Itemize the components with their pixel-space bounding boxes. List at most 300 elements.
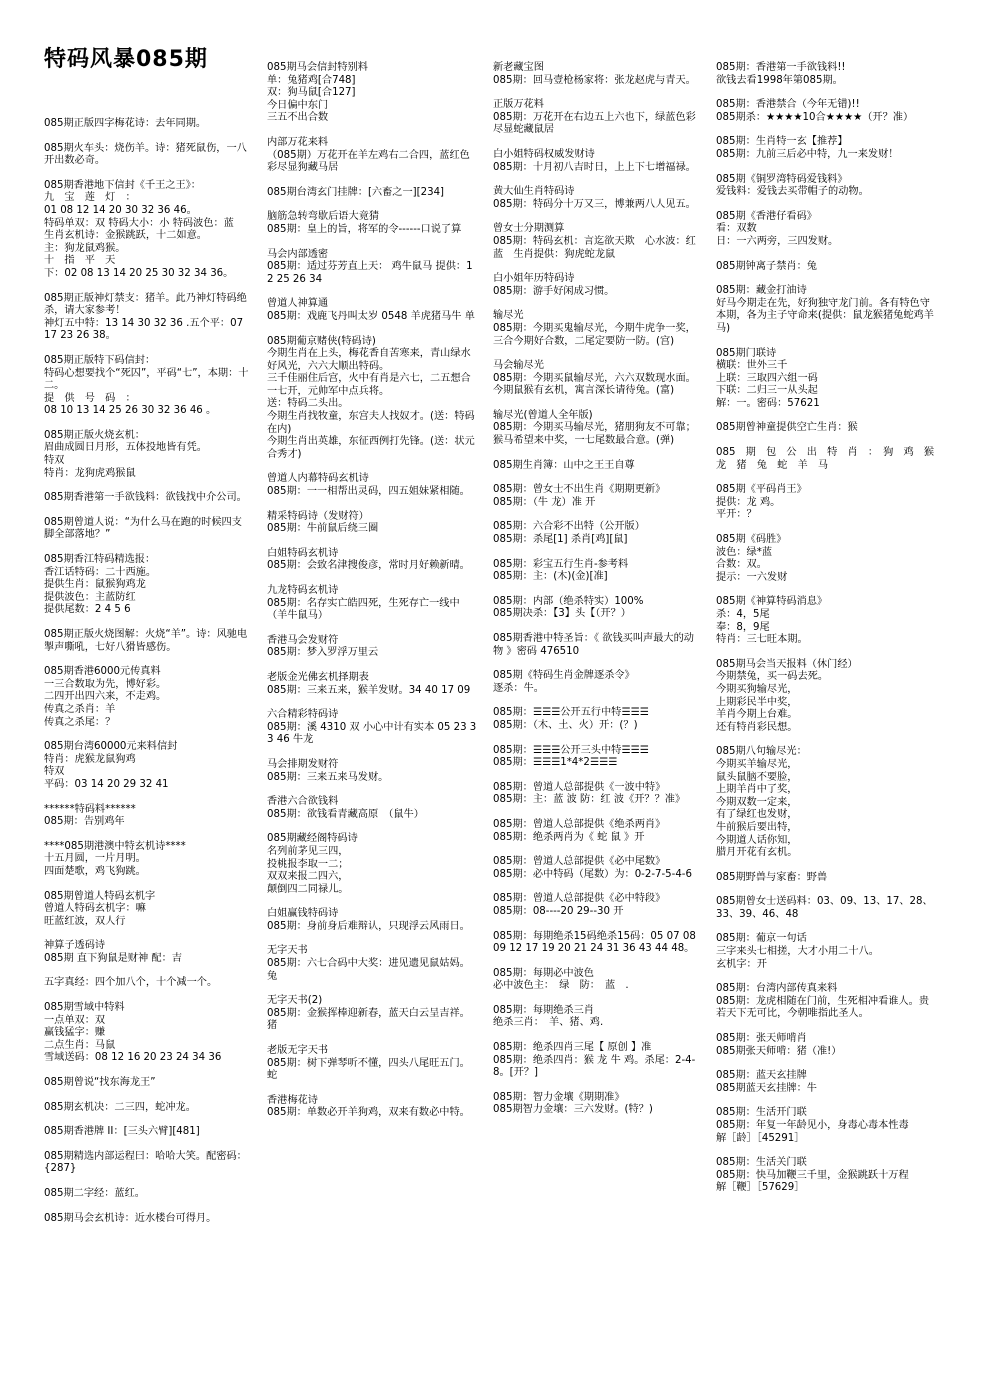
article-line: 085期决杀：【3】头【（开？） [493,608,631,620]
article-line: 提 供 号 码 ： [44,392,136,404]
article-line: 085期：今期买马输尽光，猪朋狗友不可靠；猴马希望来中奖，一七尾数最合意。(弹) [493,422,696,447]
article-line: 单：兔猪鸡[合748] [267,74,356,86]
article-block [493,186,703,211]
article-heading: 085期：彩宝五行生肖-参考料 [493,558,629,570]
article-line: 085期智力金壤：三六发财。(特？) [493,1104,653,1116]
article-block [44,517,249,542]
article-line: 今期生肖找牧童，东宫夫人找奴才。(送：特码在内) [267,411,475,435]
article-block [267,1095,479,1120]
article-line: 投桃报李取一二； [267,858,349,870]
article-line: 085期：（牛 龙）准 开 [493,496,596,508]
article-line: 玄机字：开 [716,958,767,970]
article-line: 085期：单数必开羊狗鸡，双来有数必中特。 [267,1107,470,1119]
article-line: 085期：会致名津搜俊彦，常时月好赖新晴。 [267,560,470,572]
article-heading: 085期台湾玄门挂牌：[六畜之一][234] [267,186,445,198]
page-title: 特码风暴085期 [44,47,208,72]
article-heading: 085期香港牌 II：[三头六臂][481] [44,1126,200,1138]
article-block [716,1033,938,1058]
article-heading: 085期曾女士送码料：03、09、13、17、28、33、39、46、48 [716,896,933,920]
article-heading: 无字天书(2) [267,995,323,1007]
article-line: 提供生肖：鼠猴狗鸡龙 [44,579,146,591]
article-block [493,782,703,807]
article-heading: 085期香港地下信封《千王之王》： [44,179,201,191]
article-block [716,659,938,735]
article-block [716,534,938,584]
article-line: 上联：三取四六组一码 [716,372,818,384]
article-heading: 曾女士分期测算 [493,223,565,235]
article-heading: 正版万花料 [493,99,544,111]
article-line: 还有特肖彩民想。 [716,721,798,733]
article-line: 085期：三来五来，猴羊发财。34 40 17 09 [267,684,471,696]
article-block [493,745,703,770]
article-line: 特码心想要找个“死囚”，平码“七”，本期：十二。 [44,367,249,392]
article-line: 085期：身前身后难辩认，只现浮云风雨日。 [267,920,470,932]
article-block [267,796,479,821]
article-block [44,492,249,505]
article-heading: 085期：每期绝杀15码绝杀15码：05 07 08 09 12 17 19 20 21 24 31 36 43 44 48。 [493,930,700,955]
article-block [493,410,703,448]
article-block [267,211,479,236]
article-heading: 085期八句输尽光： [716,746,807,758]
article-heading: 085期：张天师啃肖 [716,1033,807,1045]
article-heading: 085期野兽与家畜：野兽 [716,871,828,883]
article-heading: 老版无字天书 [267,1045,329,1057]
article-line: 有了绿红也发财， [716,809,798,821]
article-heading: 神算子透码诗 [44,940,106,952]
article-line: 双双来报二四六， [267,871,349,883]
article-block [493,310,703,348]
article-block [493,931,703,956]
article-block [44,430,249,480]
article-block [716,983,938,1021]
article-block [267,511,479,536]
article-line: 日：一六两旁，三四发财。 [716,235,839,247]
article-heading: 马会排期发财符 [267,758,339,770]
article-block [493,521,703,546]
article-block [716,261,938,274]
article-heading: ****085期港澳中特玄机诗**** [44,840,186,852]
article-heading: 九龙特码玄机诗 [267,585,339,596]
article-line: 颠倒四二同禄儿。 [267,883,349,895]
article-heading: 085期：曾道人总部提供《绝杀两肖》 [493,818,666,830]
article-line: 羊肖今期上台难。 [716,709,798,721]
article-heading: 085期正版四字梅花诗：去年同期。 [44,118,207,129]
article-heading: 085期曾道人特码玄机字 [44,890,156,902]
column-1 [44,118,249,1368]
article-heading: 085期正版特下码信封： [44,354,156,366]
article-heading: 新老藏宝图 [493,62,544,73]
article-heading: 085期生肖簿：山中之王王自尊 [493,459,635,471]
article-heading: 085期：绝杀四肖三尾【 原创 】准 [493,1042,652,1054]
article-heading: 六合精彩特码诗 [267,709,339,721]
article-block [493,559,703,584]
article-heading: 五字真经：四个加八个，十个减一个。 [44,977,218,989]
column-4 [716,62,945,1367]
article-heading: 085期：台湾内部传真来料 [716,983,838,995]
article-heading: 085期：香港第一手欲钱料!! [716,62,846,73]
article-line: 今日偏中东门 [267,99,329,111]
article-heading: 085期：蓝天玄挂牌 [716,1070,807,1082]
article-heading: 精采特码诗（发财符） [267,510,369,522]
article-line: 085期张天师啃：猪（准!） [716,1045,842,1057]
article-heading: 内部万花来料 [267,136,329,148]
article-block [267,709,479,747]
article-heading: 曾道人神算通 [267,298,329,310]
article-heading: 085期《神算特码消息》 [716,596,828,608]
article-line: 085期：主：蓝 波 防：红 波《开？？准》 [493,794,686,806]
article-line: 送：特码二头出。 [267,398,349,410]
article-heading: 085期：香港禁合（今年无错)!! [716,99,860,111]
article-line: 一三合数取为先，博好彩。 [44,678,167,690]
article-line: 今期生肖在上头，梅花香自苦寒来，青山绿水好风光，六六大顺出特码。 [267,348,471,372]
article-line: 085期：08----20 29--30 开 [493,905,624,917]
article-block [44,804,249,829]
article-line: 085期：梦入罗浮万里云 [267,647,379,659]
article-heading: 老版金光佛玄机择期表 [267,671,369,683]
article-heading: 085期：六合彩不出特（公开版） [493,521,645,533]
article-line: 逐杀：牛。 [493,682,544,694]
article-block [493,1092,703,1117]
article-block [267,833,479,896]
article-line: 今期双数一定来， [716,796,798,808]
article-line: 今期生肖出英雄，东征西例打先锋。(送：状元合秀才) [267,436,475,460]
article-line: 特肖：三七旺本期。 [716,634,808,646]
article-line: 085期：回马壹枪杨家将：张龙赵虎与青天。 [493,74,696,86]
article-block [493,484,703,509]
article-heading: 085期《铜罗湾特码爱钱料》 [716,173,848,185]
article-block [716,136,938,161]
article-block [716,211,938,249]
article-line: 三五不出合数 [267,112,329,124]
article-line: 085期杀：★★★★10合★★★★（开？准） [716,111,914,123]
article-line: 特双 [44,766,65,778]
article-heading: 白小姐特码权威发财诗 [493,148,595,160]
article-line: 传真之杀肖：羊 [44,703,116,715]
article-block [267,585,479,623]
article-block [267,995,479,1033]
article-block [716,285,938,335]
article-block [493,1042,703,1080]
article-block [44,355,249,418]
article-line: 085期：告别鸡年 [44,816,125,828]
article-block [716,872,938,885]
article-heading: 085期藏经阁特码诗 [267,833,358,845]
article-line: 085期：九前三后必中特，九一来发财！ [716,148,899,160]
article-line: 三千佳丽住后宫，火中有肖是六七，二五想合一七开，元帅军中点兵将。 [267,373,471,397]
article-block [267,336,479,462]
article-line: 085期：特码分十万又三，博兼两八人见五。 [493,198,696,210]
article-heading: 085期：☰☰☰公开五行中特☰☰☰ [493,707,649,719]
article-heading: 085期：智力金壤《期期准》 [493,1091,625,1103]
article-line: 085期：三来五来马发财。 [267,771,389,783]
article-block [716,348,938,411]
article-line: 085期：☰☰☰1*4*2☰☰☰ [493,757,618,769]
article-line: 横联：世外三千 [716,360,788,372]
article-line: 085期：绝杀两肖为《 蛇 鼠 》开 [493,831,645,843]
article-line: 提示：一六发财 [716,571,788,583]
article-line: 085期：游手好闲成习惯。 [493,285,615,297]
article-block [44,891,249,929]
article-line: 特双 [44,455,65,467]
article-block [267,187,479,200]
article-line: 上期彩民半中奖， [716,696,798,708]
article-block [44,741,249,791]
article-line: 上期羊肖中了奖， [716,784,798,796]
column-2 [267,62,479,1367]
article-heading: 085期雪域中特料 [44,1002,125,1014]
article-line: 今期买狗输尽光， [716,683,798,695]
article-heading: 曾道人内幕特码玄机诗 [267,473,369,485]
article-line: 眉曲成圆日月形，五体投地皆有凭。 [44,442,207,454]
article-heading: 085期：曾女士不出生肖《期期更新》 [493,484,666,496]
article-line: 十 指 平 天 [44,255,116,267]
article-block [716,1107,938,1145]
article-line: 今期道人话你知， [716,834,798,846]
article-block [44,1002,249,1065]
article-heading: 085期马会信封特别料 [267,62,368,73]
article-block [493,633,703,658]
article-heading: 085期钟离子禁肖：兔 [716,260,817,272]
article-line: 三字来头七相搓，大才小用二十八。 [716,946,879,958]
article-line: 腊月开花有玄机。 [716,847,798,859]
article-block [267,908,479,933]
article-line: 085期：一一相帮出灵码，四五姐妹紧相随。 [267,486,470,498]
article-line: 今期禁兔，买一码去死。 [716,671,829,683]
article-heading: 白姐赢钱特码诗 [267,908,339,920]
article-block [267,672,479,697]
article-block [716,933,938,971]
article-block [716,99,938,124]
article-line: 085期：十月初八吉时日，上上下七增福禄。 [493,161,696,173]
article-block [44,1102,249,1115]
article-heading: 085期二字经：蓝红。 [44,1188,145,1199]
article-line: 香江话特码：二十西施。 [44,566,157,578]
article-block [493,707,703,732]
article-line: 085期：今期买鬼输尽光，今期牛虎争一奖，三合今期好合数，二尾定要防一防。(宫) [493,322,696,347]
article-line: 今期买羊输尽光， [716,758,798,770]
article-block [493,460,703,473]
article-block [267,759,479,784]
article-block [44,841,249,879]
article-line: 085期：名存实亡皓四死，生死存亡一线中（羊牛鼠马） [267,597,460,622]
article-block [716,447,945,472]
article-block [44,1126,249,1139]
article-line: 二四开出四六来，不走鸡。 [44,691,167,703]
article-heading: 085期：生活开门联 [716,1107,807,1119]
article-line: 提供：龙 鸡。 [716,496,781,508]
article-heading: 085期：藏金打油诗 [716,285,807,297]
article-block [493,223,703,261]
article-line: 特码单双：双 特码大小：小 特码波色：蓝 [44,217,234,229]
article-block [493,819,703,844]
article-heading: 香港六合欲钱料 [267,796,339,808]
article-heading: 香港马会发财符 [267,634,339,646]
article-line: 十五月圆，一片月明。 [44,853,146,865]
article-block [493,149,703,174]
article-heading: 香港梅花诗 [267,1094,318,1106]
article-line: 085期：牛前鼠后绕三圈 [267,523,379,535]
article-block [493,360,703,398]
article-block [44,977,249,990]
article-line: 一点单双：双 [44,1014,106,1026]
article-heading: 085期曾神童提供空亡生肖：猴 [716,422,858,434]
article-heading: 085期门联诗 [716,347,777,359]
article-line: 085期蓝天玄挂牌：牛 [716,1082,817,1094]
article-line: 085期：绝杀四肖：猴 龙 牛 鸡。杀尾：2-4-8。[开？] [493,1054,696,1079]
article-block [267,137,479,175]
article-heading: 085期：曾道人总部提供《一波中特》 [493,781,666,793]
article-heading: 085期台湾60000元来料信封 [44,741,178,753]
article-line: 绝杀三肖： 羊、猪、鸡. [493,1017,604,1029]
article-line: 085期：年复一年龄见小，身毒心毒本性毒 [716,1120,909,1131]
article-line: 生肖玄机诗：金猴跳跃，十二如意。 [44,230,207,242]
article-block [44,1151,249,1176]
article-line: 二点生肖：马鼠 [44,1039,116,1051]
article-line: 鼠头鼠脑不要脸， [716,771,798,783]
article-block [716,484,938,522]
article-line: 提供波色：主蓝防红 [44,591,136,603]
article-heading: 085期曾道人说：“为什么马在跑的时候四支脚全部落地？” [44,516,242,541]
article-block [716,1157,938,1195]
article-line: 平开：？ [716,509,757,521]
article-heading: 黄大仙生肖特码诗 [493,186,575,198]
article-line: 旺蓝红波，双人行 [44,915,126,927]
article-line: 四面楚歌，鸡飞狗跳。 [44,865,146,877]
article-line: 085期：主：(木)(金)[准] [493,571,608,583]
article-heading: 无字天书 [267,945,308,957]
article-heading: 085期曾说“找东海龙王” [44,1077,156,1089]
article-heading: 085期香港中特圣旨：《 欲钱买叫声最大的动物 》密码 476510 [493,633,694,657]
article-block [493,596,703,621]
article-line: 赢钱猛字：赚 [44,1027,106,1039]
article-block [267,1045,479,1083]
article-line: 杀：4，5尾 [716,609,770,620]
article-line: 奉：8，9尾 [716,621,770,633]
article-line: 解［鞭］［57629］ [716,1182,805,1194]
article-heading: 085期马会当天报料（休门经） [716,658,858,670]
article-block [267,62,479,125]
article-line: 085期：金猴挥棒迎新春，蓝天白云呈吉祥。猪 [267,1007,470,1032]
article-heading: 马会输尽光 [493,360,544,372]
article-line: 九 宝 莲 灯 ： [44,192,136,204]
article-line: 特肖：龙狗虎鸡猴鼠 [44,467,136,479]
article-line: 合数：双。 [716,559,767,571]
article-line: 雪域送码：08 12 16 20 23 24 34 36 [44,1052,222,1064]
article-block [716,62,938,87]
article-block [267,249,479,287]
article-line: 特肖：虎猴龙鼠狗鸡 [44,753,136,765]
article-line: （085期）万花开在羊左鸡右二合四，蓝红色彩尽显狗藏马居 [267,149,470,174]
article-block [267,635,479,660]
article-line: 085期：戏鹿飞丹叫太岁 0548 羊虎猪马牛 单 [267,310,475,322]
article-heading: 085期正版火烧图解：火烧“羊”。诗：风驰电掣声嘶吼，七好八猾皆感伤。 [44,629,248,653]
article-line: 085期：六七合码中大奖：进见遗见鼠姑妈。 兔 [267,958,475,982]
article-line: 曾道人特码玄机字：嘛 [44,903,146,915]
article-block [493,856,703,881]
article-line: 下联：二归三一从头起 [716,385,818,397]
article-heading: 085期葡京赌侠(特码诗) [267,335,376,347]
article-heading: 085期：曾道人总部提供《必中尾数》 [493,856,666,868]
article-line: 01 08 12 14 20 30 32 36 46。 [44,204,197,216]
article-line: 085期：万花开在右边五上六也下，绿蓝色彩尽显蛇藏鼠居 [493,111,696,136]
article-line: 主：狗龙鼠鸡猴。 [44,242,126,254]
article-line: 08 10 13 14 25 26 30 32 36 46 。 [44,405,217,417]
article-block [716,1070,938,1095]
article-block [44,118,249,131]
article-heading: 085期：曾道人总部提供《必中特段》 [493,893,666,905]
article-line: 平码：03 14 20 29 32 41 [44,778,169,790]
article-heading: 085期：每期绝杀三肖 [493,1004,594,1016]
article-line: 085期 直下狗鼠是财神 配：吉 [44,952,182,964]
article-block [44,1188,249,1201]
article-heading: 085期马会玄机诗：近水楼台可得月。 [44,1212,217,1224]
article-line: 085期：特码玄机：言迄欲天欺 心水波：红蓝 生肖提供：狗虎蛇龙鼠 [493,235,696,260]
article-block [493,62,703,87]
article-heading: 白小姐年历特码诗 [493,273,575,285]
column-3 [493,62,703,1367]
article-line: 传真之杀尾：？ [44,716,116,728]
article-line: 看：双数 [716,223,757,235]
article-heading: 085期《特码生肖金牌逐杀令》 [493,670,635,682]
article-line: 085期：必中特码（尾数）为：0-2-7-5-4-6 [493,868,692,880]
article-line: 欲钱去看1998年第085期。 [716,74,843,86]
article-heading: 085期《香港仔看码》 [716,210,817,222]
article-block [44,293,249,343]
article-block [44,940,249,965]
article-line: 085期：溪 4310 双 小心中计有实本 05 23 33 46 牛龙 [267,721,477,746]
article-block [44,1077,249,1090]
article-block [493,968,703,993]
article-line: 好马今期走在先，好狗独守龙门前。各有特色守本期，各为主子守命来(提供：鼠龙猴猪兔蛇鸡羊马) [716,297,934,334]
article-heading: 085期香江特码精选报： [44,554,156,566]
article-heading: 085期：☰☰☰公开三头中特☰☰☰ [493,744,649,756]
article-line: 解［龄］［45291］ [716,1132,805,1144]
article-block [44,180,249,281]
article-heading: 输尽光 [493,310,524,322]
article-line: 必中波色主： 绿 防： 蓝 . [493,980,629,992]
article-block [493,670,703,695]
article-line: 085期：树下弹琴听不懂，四头八尾旺五门。蛇 [267,1057,470,1082]
article-block [267,548,479,573]
article-heading: 085期玄机决：二三四，蛇冲龙。 [44,1101,196,1113]
article-line: 085期：皇上的旨，将军的令------口说了算 [267,223,462,235]
article-line: 牛前猴后要出特， [716,821,798,833]
article-heading: 085期正版神灯禁支：猪羊。此乃神灯特码绝杀，请大家参考！ [44,292,247,317]
article-heading: 085期精选内部运程曰：哈哈大笑。配密码：{287} [44,1150,247,1175]
article-heading: ******特码料****** [44,803,136,815]
article-heading: 085期《平码肖王》 [716,484,807,496]
article-heading: 085期：葡京一句话 [716,933,807,945]
article-heading: 马会内部透密 [267,248,329,260]
article-line: 085期：适过芬芳直上天： 鸡牛鼠马 提供：12 25 26 34 [267,261,473,285]
article-block [716,596,938,646]
article-line: 085期：欲钱看青藏高原 （鼠牛） [267,808,424,820]
article-block [716,746,938,859]
article-line: 爱钱料：爱钱去买带帽子的动物。 [716,186,869,198]
article-line: 波色：绿*蓝 [716,546,773,558]
article-line: 提供尾数：2 4 5 6 [44,604,131,616]
article-line: 085期：快马加鞭三千里，金猴跳跃十万程 [716,1169,909,1181]
article-block [716,174,938,199]
article-heading: 输尽光(曾道人全年版) [493,409,593,421]
article-heading: 脑筋急转弯歇后语大竟猜 [267,211,380,223]
article-block [493,893,703,918]
article-block [44,143,249,168]
article-heading: 085 期 包 公 出 特 肖 ： 狗 鸡 猴 龙 猪 兔 蛇 羊 马 [716,447,945,471]
article-block [493,273,703,298]
article-line: 神灯五中特：13 14 30 32 36 .五个平：07 17 23 26 38。 [44,317,247,342]
article-block [267,945,479,983]
